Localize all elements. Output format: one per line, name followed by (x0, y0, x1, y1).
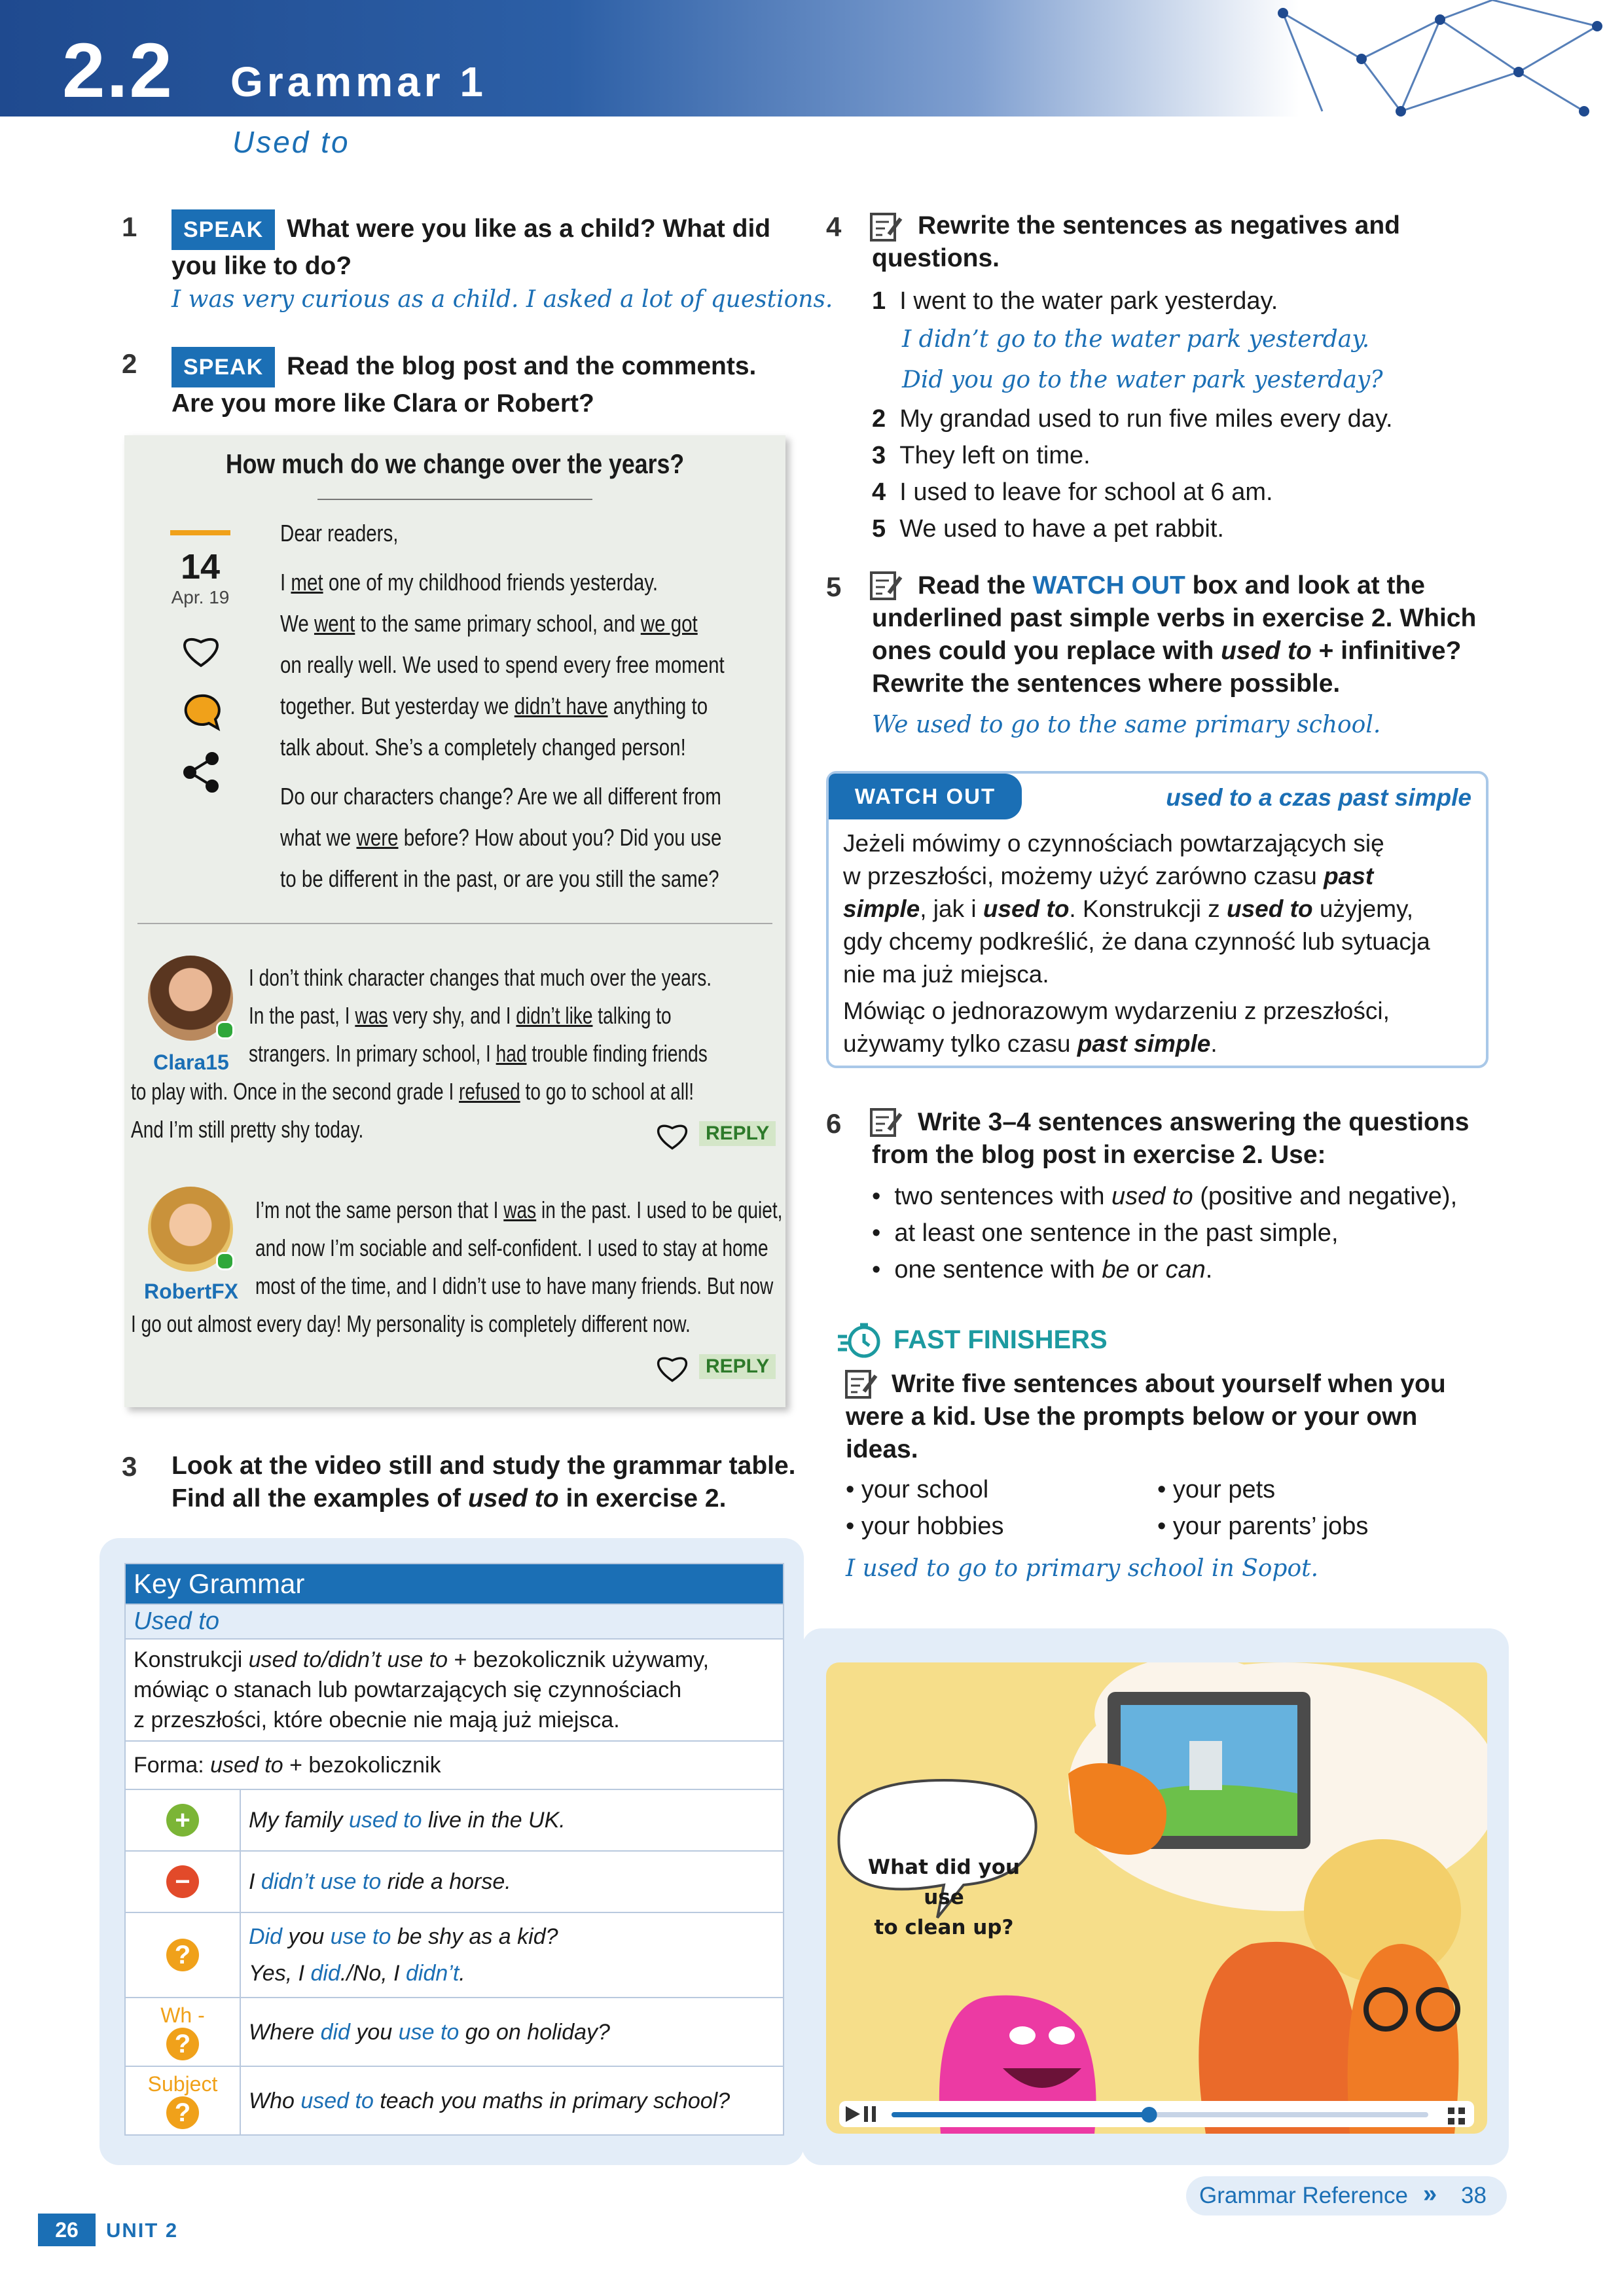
video-progress-handle[interactable] (1142, 2107, 1157, 2123)
heart-icon[interactable] (655, 1119, 690, 1151)
text-line: We went to the same primary school, and we got (280, 610, 698, 637)
date-accent-bar (170, 530, 230, 535)
text-line: strangers. In primary school, I had trouble finding friends (249, 1040, 708, 1067)
reply-button[interactable]: REPLY (699, 1354, 776, 1379)
speech-bubble-text: What did you use to clean up? (867, 1856, 1020, 1939)
exercise-2-instruction: SPEAK Read the blog post and the comments. Are you more like Clara or Robert? (171, 347, 793, 420)
question-icon: ? (166, 2096, 199, 2129)
reply-button[interactable]: REPLY (699, 1121, 776, 1146)
grammar-row (125, 2066, 784, 2135)
key-grammar-subheading: Used to (125, 1604, 784, 1639)
exercise-1-answer: I was very curious as a child. I asked a lot of questions. (171, 286, 833, 313)
fast-finishers-instruction: Write five sentences about yourself when you were a kid. Use the prompts below or your own ideas. (846, 1370, 1446, 1463)
blog-paragraph-2 (280, 776, 869, 899)
blog-greeting: Dear readers, (280, 520, 399, 547)
text-line: I’m not the same person that I was in the past. I used to be quiet, (255, 1196, 783, 1223)
prompt-item: • your school (846, 1476, 989, 1503)
double-chevron-icon: » (1423, 2180, 1437, 2208)
watch-out-text: Jeżeli mówimy o czynnościach powtarzających się w przeszłości, możemy użyć zarówno czasu past simple, jak i used to. Konstrukcji z used to użyjemy, gdy chcemy podkreślić, że dana czynność lub sytuacja nie ma już miejsca. Mówiąc o jednorazowym wydarzeniu z przeszłości, używamy tylko czasu past simple. (843, 830, 1430, 1057)
title-divider (317, 499, 592, 500)
text-line: together. But yesterday we didn’t have anything to (280, 692, 708, 719)
blog-paragraph-1 (280, 562, 869, 768)
question-icon: ? (166, 1939, 199, 1971)
question-icon: ? (166, 2028, 199, 2060)
heart-icon[interactable] (655, 1352, 690, 1383)
stopwatch-icon (837, 1322, 882, 1359)
text-line: Do our characters change? Are we all different from (280, 783, 721, 810)
comment-username[interactable]: RobertFX (144, 1280, 238, 1303)
key-grammar-heading: Key Grammar (125, 1564, 784, 1604)
exercise-2-number: 2 (122, 348, 137, 379)
blog-body (280, 512, 869, 899)
model-answer: I didn’t go to the water park yesterday. (902, 326, 1370, 353)
network-decoration (1244, 0, 1624, 117)
exercise-item: 2 My grandad used to run five miles every day. (872, 405, 1393, 433)
comments-divider (137, 923, 772, 924)
exercise-1-question: SPEAK What were you like as a child? What did you like to do? (171, 209, 793, 283)
example-sentence: Where did you use to go on holiday? (240, 1998, 784, 2066)
text-line: on really well. We used to spend every free moment (280, 651, 725, 678)
example-sentence: Did you use to be shy as a kid? Yes, I did./No, I didn’t. (240, 1912, 784, 1998)
text-line: talk about. She’s a completely changed person! (280, 734, 686, 761)
comment-icon[interactable] (181, 692, 221, 732)
exercise-6-instruction: Write 3–4 sentences answering the questions from the blog post in exercise 2. Use: (872, 1108, 1470, 1169)
example-sentence: My family used to live in the UK. (240, 1789, 784, 1851)
grammar-row (125, 1998, 784, 2066)
text-line: to be different in the past, or are you still the same? (280, 865, 719, 892)
key-grammar-form: Forma: used to + bezokolicznik (125, 1741, 784, 1789)
comment-username[interactable]: Clara15 (153, 1050, 229, 1074)
speak-tag: SPEAK (171, 209, 275, 250)
fast-finishers-title: FAST FINISHERS (893, 1325, 1108, 1354)
exercise-6-number: 6 (826, 1108, 842, 1139)
watch-out-tag: WATCH OUT (829, 774, 1022, 819)
exercise-5-instruction: Read the WATCH OUT box and look at the underlined past simple verbs in exercise 2. Which ones could you replace with used to + infinitive? Rewrite the sentences where possible. (872, 571, 1477, 698)
share-icon[interactable] (181, 749, 221, 795)
exercise-item: 3 They left on time. (872, 442, 1091, 469)
blog-date-day: 14 (180, 547, 221, 586)
row-label: Subject (147, 2072, 218, 2096)
text-line: I don’t think character changes that much over the years. (249, 964, 712, 991)
grammar-row (125, 1789, 784, 1851)
minus-icon: − (166, 1865, 199, 1898)
speak-tag: SPEAK (171, 347, 275, 387)
prompt-item: • your pets (1157, 1476, 1276, 1503)
exercise-1-number: 1 (122, 211, 137, 242)
row-label: Wh - (160, 2003, 205, 2027)
text-line: most of the time, and I didn’t use to have many friends. But now (255, 1272, 774, 1299)
text-line: In the past, I was very shy, and I didn’t like talking to (249, 1002, 672, 1029)
exercise-3-number: 3 (122, 1451, 137, 1482)
online-indicator (216, 1021, 234, 1039)
text-line: I met one of my childhood friends yesterday. (280, 569, 659, 596)
grammar-row (125, 1851, 784, 1912)
grammar-row (125, 1912, 784, 1998)
text-line: what we were before? How about you? Did you use (280, 824, 722, 851)
exercise-6-bullets: • two sentences with used to (positive and negative), • at least one sentence in the past simple, • one sentence with be or can. (872, 1183, 1458, 1283)
exercise-5-number: 5 (826, 571, 842, 602)
prompt-item: • your parents’ jobs (1157, 1513, 1369, 1540)
exercise-item: 4 I used to leave for school at 6 am. (872, 478, 1273, 506)
footer-unit: UNIT 2 (106, 2219, 179, 2242)
text-line: and now I’m sociable and self-confident. I used to stay at home (255, 1234, 768, 1261)
video-player[interactable] (826, 1662, 1487, 2134)
video-progress-fill[interactable] (892, 2112, 1149, 2117)
unit-number: 2.2 (62, 27, 174, 114)
prompt-item: • your hobbies (846, 1513, 1004, 1540)
text-line: I go out almost every day! My personality is completely different now. (131, 1310, 691, 1337)
text-line: to play with. Once in the second grade I refused to go to school at all! (131, 1078, 695, 1105)
watch-out-box (826, 771, 1489, 1068)
fast-finishers-answer: I used to go to primary school in Sopot. (846, 1555, 1319, 1582)
text-line: And I’m still pretty shy today. (131, 1116, 364, 1143)
watch-out-title: used to a czas past simple (1166, 784, 1471, 811)
heart-icon[interactable] (181, 632, 221, 668)
grammar-reference-page: 38 (1461, 2183, 1487, 2208)
model-answer: Did you go to the water park yesterday? (902, 367, 1383, 393)
page-number: 26 (38, 2214, 96, 2246)
key-grammar-table (124, 1563, 784, 2136)
example-sentence: Who used to teach you maths in primary school? (240, 2066, 784, 2135)
plus-icon: + (166, 1804, 199, 1837)
blog-title: How much do we change over the years? (225, 448, 685, 479)
exercise-3-instruction: Look at the video still and study the grammar table. Find all the examples of used to in exercise 2. (171, 1452, 796, 1513)
blog-date-month: Apr. 19 (171, 587, 230, 607)
exercise-item: 5 We used to have a pet rabbit. (872, 515, 1224, 543)
lesson-title: Grammar 1 (230, 58, 487, 105)
exercise-4-instruction: Rewrite the sentences as negatives and questions. (872, 211, 1400, 272)
lesson-subtitle: Used to (232, 125, 350, 159)
grammar-reference-link[interactable] (1186, 2176, 1507, 2215)
exercise-4-number: 4 (826, 211, 842, 242)
exercise-5-answer: We used to go to the same primary school. (872, 711, 1381, 738)
blog-post-card (124, 435, 785, 1407)
key-grammar-description: Konstrukcji used to/didn’t use to + bezokolicznik używamy, mówiąc o stanach lub powtarzających się czynnościach z przeszłości, które obecnie nie mają już miejsca. (125, 1639, 784, 1741)
exercise-item: 1 I went to the water park yesterday. (872, 287, 1278, 315)
grammar-reference-label: Grammar Reference (1199, 2183, 1408, 2208)
online-indicator (216, 1252, 234, 1270)
exercise-4-items (872, 283, 1494, 547)
example-sentence: I didn’t use to ride a horse. (240, 1851, 784, 1912)
